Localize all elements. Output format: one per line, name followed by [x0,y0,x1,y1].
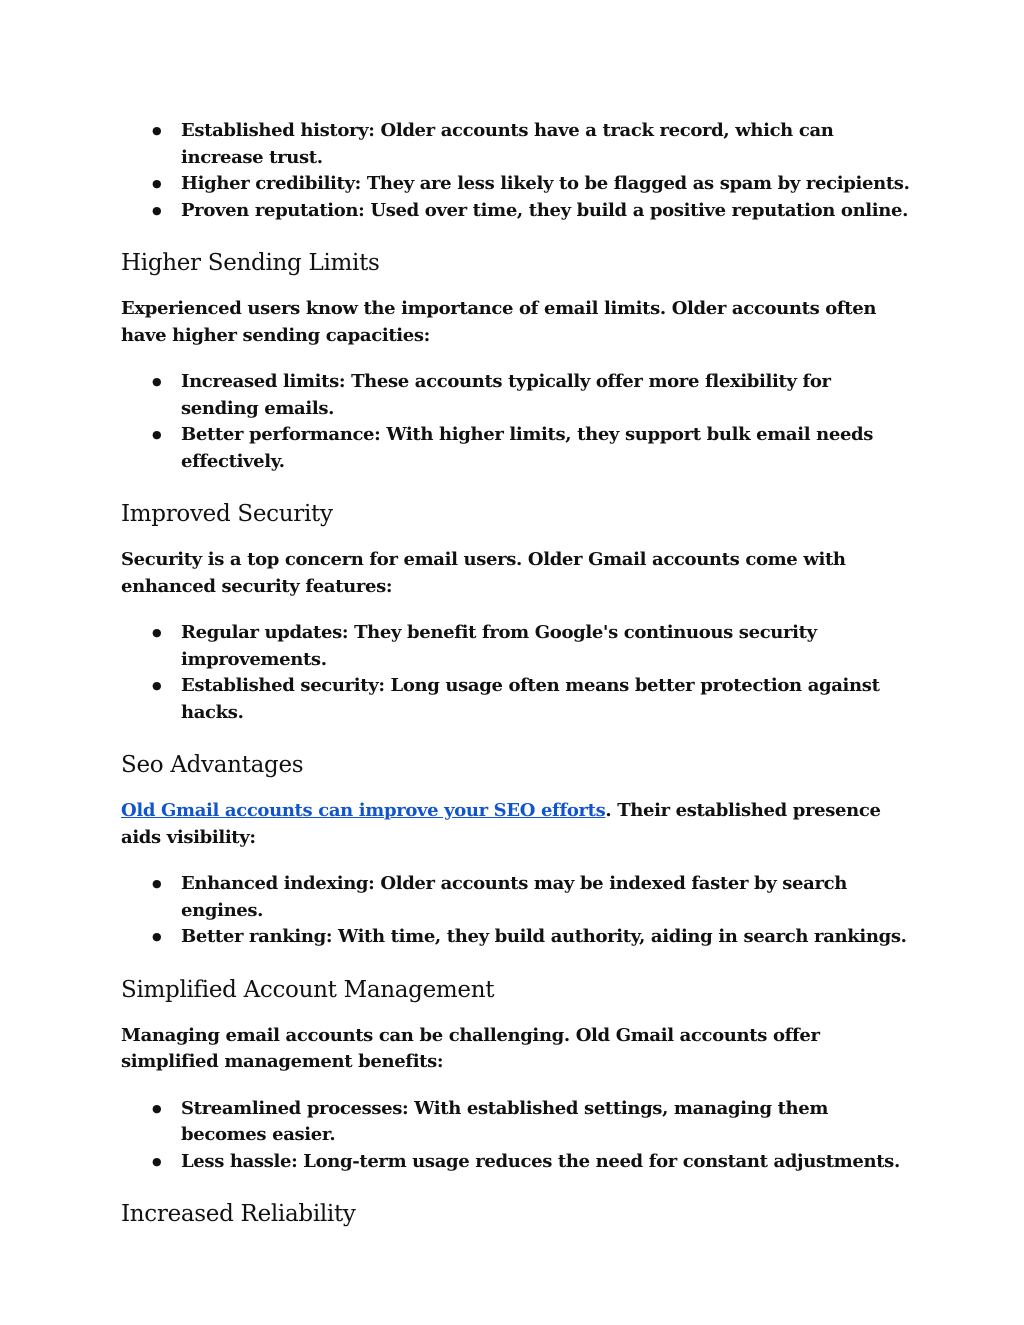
intro-bullet-list [121,118,911,224]
section-paragraph-sending-limits: Experienced users know the importance of email limits. Older accounts often have higher sending capacities: [121,298,877,346]
list-item: ● Proven reputation: Used over time, they build a positive reputation online. [181,198,911,225]
list-item: ● Better performance: With higher limits, they support bulk email needs effectively. [181,422,911,475]
section-heading-management: Simplified Account Management [121,976,495,1003]
list-item: ● Streamlined processes: With established settings, managing them becomes easier. [181,1096,911,1149]
seo-paragraph-rest: . Their established presence aids visibility: [121,800,881,848]
section-heading-seo: Seo Advantages [121,752,304,778]
section-paragraph-management: Managing email accounts can be challenging. Old Gmail accounts offer simplified management benefits: [121,1024,820,1072]
list-item: ● Established history: Older accounts have a track record, which can increase trust. [181,118,911,171]
list-item: ● Higher credibility: They are less likely to be flagged as spam by recipients. [181,171,911,198]
list-item: ● Enhanced indexing: Older accounts may be indexed faster by search engines. [181,871,911,924]
section-paragraph-seo [121,798,911,851]
seo-bullet-list [121,871,911,951]
list-item: ● Established security: Long usage often means better protection against hacks. [181,673,911,726]
list-item: ● Regular updates: They benefit from Google's continuous security improvements. [181,620,911,673]
seo-link[interactable]: Old Gmail accounts can improve your SEO efforts [121,800,606,821]
section-heading-sending-limits: Higher Sending Limits [121,250,380,276]
management-bullet-list [121,1096,911,1176]
security-bullet-list [121,620,911,726]
section-heading-reliability: Increased Reliability [121,1201,356,1227]
list-item: ● Better ranking: With time, they build authority, aiding in search rankings. [181,924,911,951]
list-item: ● Increased limits: These accounts typically offer more flexibility for sending emails. [181,369,911,422]
sending-limits-bullet-list [121,369,911,475]
list-item: ● Less hassle: Long-term usage reduces the need for constant adjustments. [181,1149,911,1176]
section-paragraph-security: Security is a top concern for email users. Older Gmail accounts come with enhanced security features: [121,549,846,597]
section-heading-security: Improved Security [121,501,333,527]
document-page [121,118,911,1229]
